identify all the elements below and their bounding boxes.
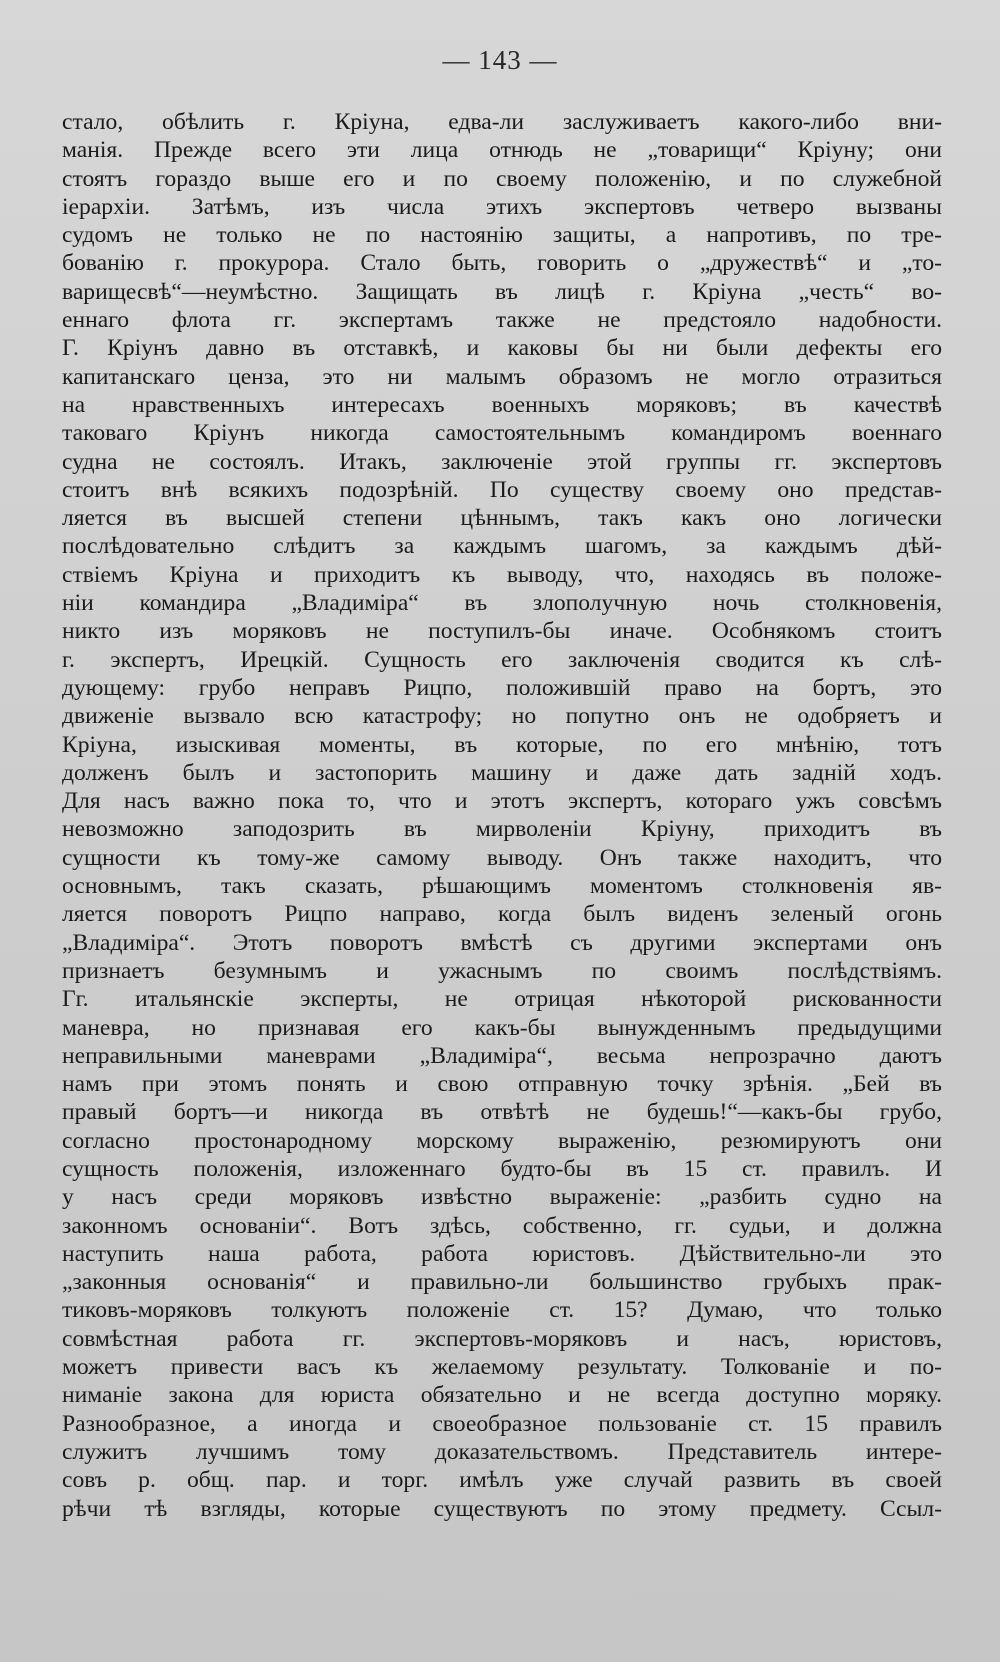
text-line: г. экспертъ, Ирецкій. Сущность его заключенія сводится къ слѣ- [62,646,942,673]
text-line: Гг. итальянскіе эксперты, не отрицая нѣкоторой рискованности [62,986,942,1013]
text-line: еннаго флота гг. экспертамъ также не предстояло надобности. [62,307,942,334]
text-line: „законныя основанія“ и правильно-ли большинство грубыхъ прак- [62,1269,942,1296]
text-line: Для насъ важно пока то, что и этотъ экспертъ, котораго ужъ совсѣмъ [62,788,942,815]
text-line: Г. Кріунъ давно въ отставкѣ, и каковы бы ни были дефекты его [62,335,942,362]
text-line: іерархіи. Затѣмъ, изъ числа этихъ экспертовъ четверо вызваны [62,193,942,220]
text-line: на нравственныхъ интересахъ военныхъ моряковъ; въ качествѣ [62,391,942,418]
text-line: совъ р. общ. пар. и торг. имѣлъ уже случай развить въ своей [62,1467,942,1494]
text-line: „Владиміра“. Этотъ поворотъ вмѣстѣ съ другими экспертами онъ [62,929,942,956]
text-line: рѣчи тѣ взгляды, которые существуютъ по этому предмету. Ссыл- [62,1495,942,1522]
text-line: судомъ не только не по настоянію защиты, а напротивъ, по тре- [62,222,942,249]
body-text [62,108,942,1523]
text-line: стоитъ внѣ всякихъ подозрѣній. По существу своему оно представ- [62,476,942,503]
text-line: бованію г. прокурора. Стало быть, говорить о „дружествѣ“ и „то- [62,250,942,277]
text-line: основнымъ, такъ сказать, рѣшающимъ моментомъ столкновенія яв- [62,873,942,900]
text-line: капитанскаго ценза, это ни малымъ образомъ не могло отразиться [62,363,942,390]
text-line: наступить наша работа, работа юристовъ. Дѣйствительно-ли это [62,1240,942,1267]
text-line: судна не состоялъ. Итакъ, заключеніе этой группы гг. экспертовъ [62,448,942,475]
text-line: согласно простонародному морскому выраженію, резюмируютъ они [62,1127,942,1154]
text-line: сущность положенія, изложеннаго будто-бы въ 15 ст. правилъ. И [62,1155,942,1182]
text-line: ляется въ высшей степени цѣннымъ, такъ какъ оно логически [62,505,942,532]
text-line: ніи командира „Владиміра“ въ злополучную ночь столкновенія, [62,590,942,617]
text-line: ствіемъ Кріуна и приходитъ къ выводу, что, находясь въ положе- [62,561,942,588]
page-number: — 143 — [442,45,558,75]
text-line: неправильными маневрами „Владиміра“, весьма непрозрачно даютъ [62,1042,942,1069]
text-line: тиковъ-моряковъ толкуютъ положеніе ст. 15? Думаю, что только [62,1297,942,1324]
text-line: маневра, но признавая его какъ-бы вынужденнымъ предыдущими [62,1014,942,1041]
text-line: никто изъ моряковъ не поступилъ-бы иначе. Особнякомъ стоитъ [62,618,942,645]
text-line: намъ при этомъ понять и свою отправную точку зрѣнія. „Бей въ [62,1071,942,1098]
text-line: ляется поворотъ Рицпо направо, когда былъ виденъ зеленый огонь [62,901,942,928]
text-line: стоятъ гораздо выше его и по своему положенію, и по служебной [62,165,942,192]
text-line: Кріуна, изыскивая моменты, въ которые, по его мнѣнію, тотъ [62,731,942,758]
text-line: ниманіе закона для юриста обязательно и не всегда доступно моряку. [62,1382,942,1409]
text-line: законномъ основаніи“. Вотъ здѣсь, собственно, гг. судьи, и должна [62,1212,942,1239]
text-line: признаетъ безумнымъ и ужаснымъ по своимъ послѣдствіямъ. [62,957,942,984]
text-line: совмѣстная работа гг. экспертовъ-моряковъ и насъ, юристовъ, [62,1325,942,1352]
text-line: Разнообразное, а иногда и своеобразное пользованіе ст. 15 правилъ [62,1410,942,1437]
text-line: дующему: грубо неправъ Рицпо, положившій право на бортъ, это [62,674,942,701]
text-line: послѣдовательно слѣдитъ за каждымъ шагомъ, за каждымъ дѣй- [62,533,942,560]
text-line: у насъ среди моряковъ извѣстно выраженіе: „разбить судно на [62,1184,942,1211]
text-line: долженъ былъ и застопорить машину и даже дать задній ходъ. [62,759,942,786]
text-line: можетъ привести васъ къ желаемому результату. Толкованіе и по- [62,1354,942,1381]
text-line: сущности къ тому-же самому выводу. Онъ также находитъ, что [62,844,942,871]
text-line: движеніе вызвало всю катастрофу; но попутно онъ не одобряетъ и [62,703,942,730]
text-line: правый бортъ—и никогда въ отвѣтѣ не будешь!“—какъ-бы грубо, [62,1099,942,1126]
text-line: манія. Прежде всего эти лица отнюдь не „товарищи“ Кріуну; они [62,137,942,164]
text-line: таковаго Кріунъ никогда самостоятельнымъ командиромъ военнаго [62,420,942,447]
text-line: служитъ лучшимъ тому доказательствомъ. Представитель интере- [62,1438,942,1465]
text-line: невозможно заподозрить въ мирволеніи Кріуну, приходитъ въ [62,816,942,843]
text-line: варищесвѣ“—неумѣстно. Защищать въ лицѣ г. Кріуна „честь“ во- [62,278,942,305]
text-line: стало, обѣлить г. Кріуна, едва-ли заслуживаетъ какого-либо вни- [62,109,942,135]
